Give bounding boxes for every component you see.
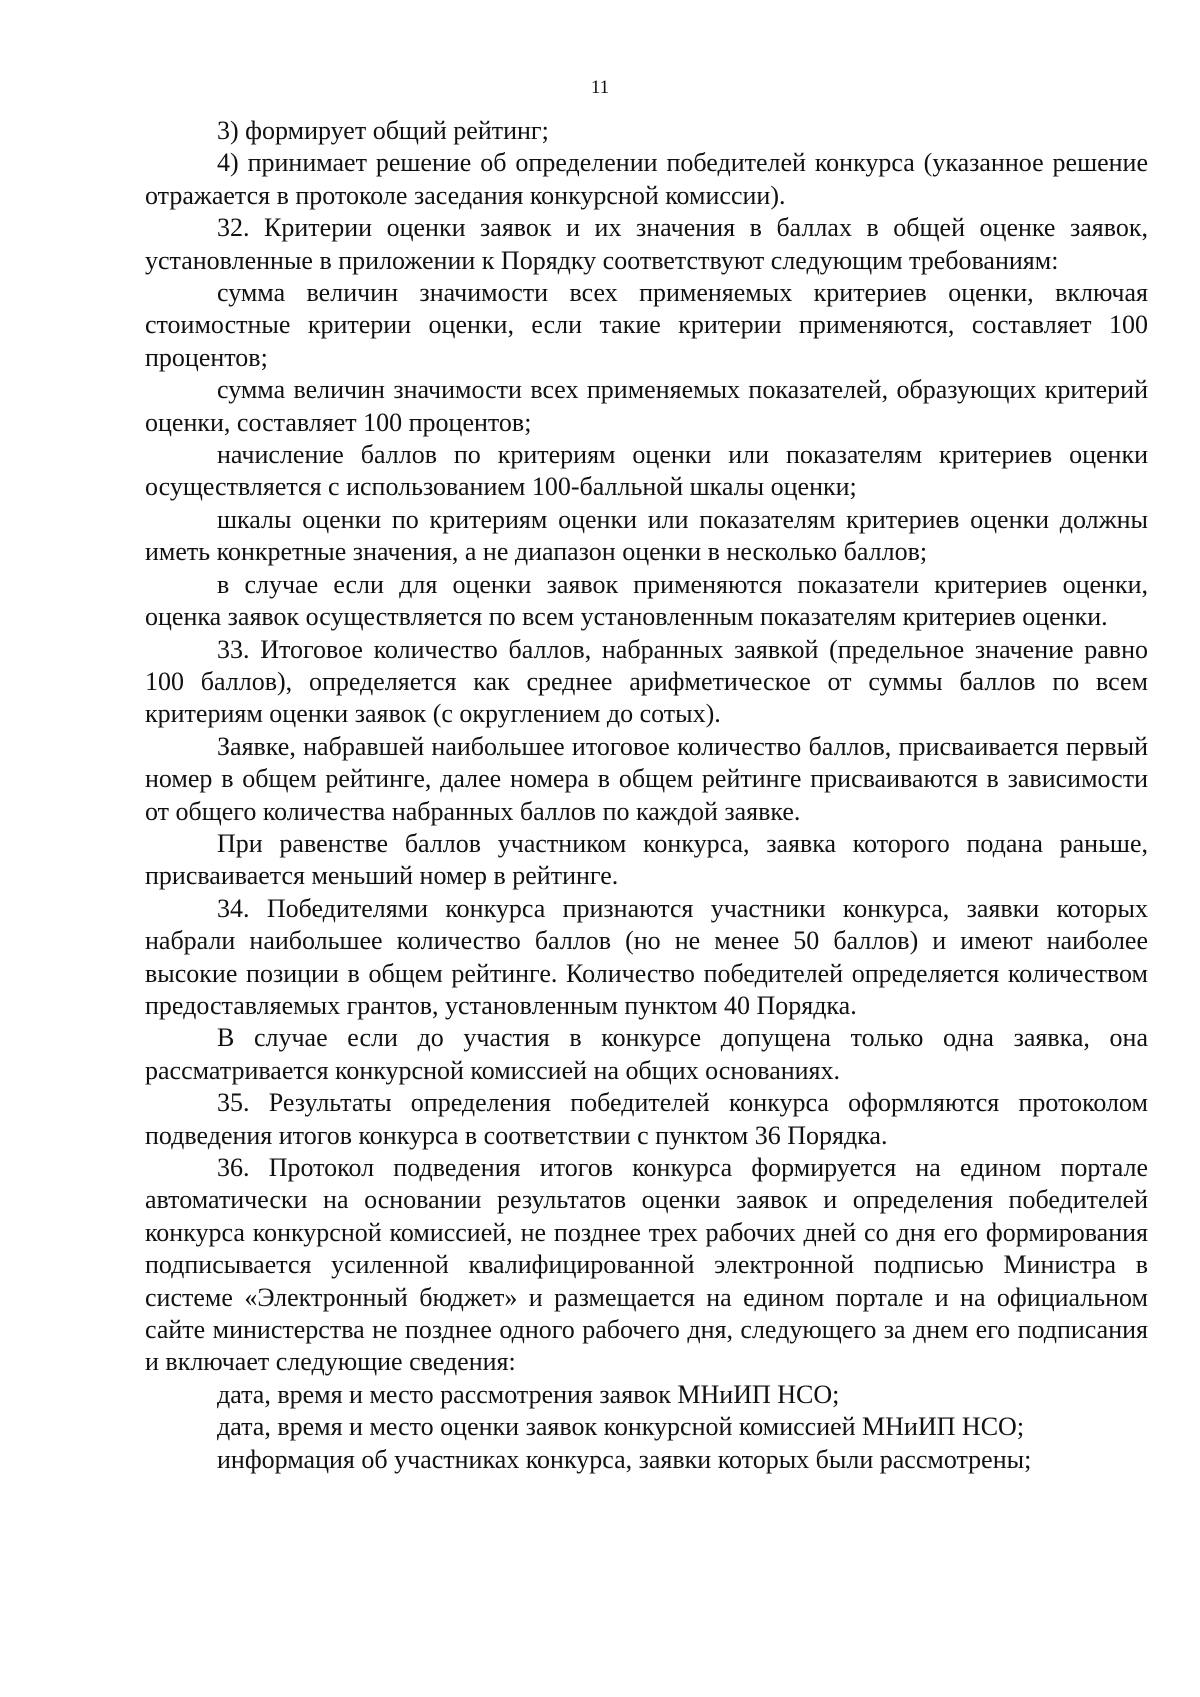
paragraph-info-3: информация об участниках конкурса, заявки которых были рассмотрены; <box>217 1444 1032 1474</box>
paragraph-36: 36. Протокол подведения итогов конкурса формируется на едином портале автоматически на основании результатов оценки заявок и определения победителей конкурса конкурсной комиссией, не позднее трех рабочих дней со дня его формирования подписывается усиленной квалифицированной электронной подписью Министра в системе «Электронный бюджет» и размещается на едином портале и на официальном сайте министерства не позднее одного рабочего дня, следующего за днем его подписания и включает следующие сведения: <box>145 1153 1148 1377</box>
paragraph-requirement-3: начисление баллов по критериям оценки или показателям критериев оценки осуществляется с использованием 100-балльной шкалы оценки; <box>145 440 1148 502</box>
paragraph-33: 33. Итоговое количество баллов, набранных заявкой (предельное значение равно 100 баллов), определяется как среднее арифметическое от суммы баллов по всем критериям оценки заявок (с округлением до сотых). <box>145 634 1148 729</box>
paragraph-info-1: дата, время и место рассмотрения заявок МНиИП НСО; <box>217 1379 840 1409</box>
paragraph-35: 35. Результаты определения победителей конкурса оформляются протоколом подведения итогов конкурса в соответствии с пунктом 36 Порядка. <box>145 1088 1148 1150</box>
paragraph-tie-break: При равенстве баллов участником конкурса, заявка которого подана раньше, присваивается меньший номер в рейтинге. <box>145 828 1148 891</box>
paragraph-requirement-4: шкалы оценки по критериям оценки или показателям критериев оценки должны иметь конкретные значения, а не диапазон оценки в несколько баллов; <box>145 504 1148 567</box>
paragraph-item-4: 4) принимает решение об определении победителей конкурса (указанное решение отражается в протоколе заседания конкурсной комиссии). <box>145 148 1148 210</box>
paragraph-single-application: В случае если до участия в конкурсе допущена только одна заявка, она рассматривается конкурсной комиссией на общих основаниях. <box>145 1023 1148 1085</box>
paragraph-requirement-5: в случае если для оценки заявок применяются показатели критериев оценки, оценка заявок осуществляется по всем установленным показателям критериев оценки. <box>145 569 1148 632</box>
paragraph-info-2: дата, время и место оценки заявок конкурсной комиссией МНиИП НСО; <box>217 1412 1025 1442</box>
paragraph-requirement-2: сумма величин значимости всех применяемых показателей, образующих критерий оценки, составляет 100 процентов; <box>145 375 1148 437</box>
page-number: 11 <box>590 77 610 98</box>
paragraph-item-3: 3) формирует общий рейтинг; <box>217 116 549 145</box>
document-body <box>145 115 1148 1476</box>
paragraph-32: 32. Критерии оценки заявок и их значения в баллах в общей оценке заявок, установленные в приложении к Порядку соответствуют следующим требованиям: <box>145 213 1148 275</box>
paragraph-34: 34. Победителями конкурса признаются участники конкурса, заявки которых набрали наибольшее количество баллов (но не менее 50 баллов) и имеют наиболее высокие позиции в общем рейтинге. Количество победителей определяется количеством предоставляемых грантов, установленным пунктом 40 Порядка. <box>145 893 1148 1020</box>
paragraph-requirement-1: сумма величин значимости всех применяемых критериев оценки, включая стоимостные критерии оценки, если такие критерии применяются, составляет 100 процентов; <box>145 278 1148 372</box>
paragraph-ranking: Заявке, набравшей наибольшее итоговое количество баллов, присваивается первый номер в общем рейтинге, далее номера в общем рейтинге присваиваются в зависимости от общего количества набранных баллов по каждой заявке. <box>145 731 1148 826</box>
